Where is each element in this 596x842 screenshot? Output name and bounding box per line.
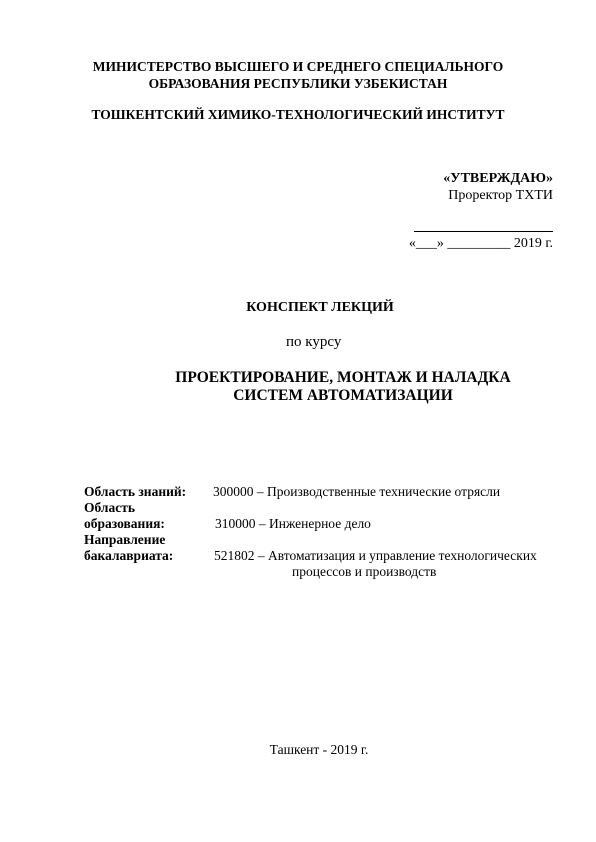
course-prefix: по курсу [286, 334, 342, 350]
course-title-line-1: ПРОЕКТИРОВАНИЕ, МОНТАЖ И НАЛАДКА [175, 369, 511, 386]
city-year: Ташкент - 2019 г. [269, 742, 369, 757]
signature-line [414, 231, 553, 232]
education-area-label-1: Область [84, 500, 136, 515]
education-area-value: 310000 – Инженерное дело [215, 516, 371, 531]
approval-position: Проректор ТХТИ [448, 188, 553, 203]
approval-title: «УТВЕРЖДАЮ» [443, 171, 553, 186]
knowledge-area-value: 300000 – Производственные технические отрясли [213, 484, 501, 499]
knowledge-area-label: Область знаний: [84, 484, 187, 499]
bachelor-direction-label-2: бакалавриата: [84, 548, 174, 563]
ministry-title-line-2: ОБРАЗОВАНИЯ РЕСПУБЛИКИ УЗБЕКИСТАН [148, 76, 448, 91]
approval-date-line: «___» _________ 2019 г. [408, 236, 553, 251]
bachelor-direction-value-2: процессов и производств [292, 564, 437, 579]
ministry-title-line-1: МИНИСТЕРСТВО ВЫСШЕГО И СРЕДНЕГО СПЕЦИАЛЬНОГО [92, 59, 504, 74]
bachelor-direction-value-1: 521802 – Автоматизация и управление технологических [214, 548, 537, 563]
course-title-line-2: СИСТЕМ АВТОМАТИЗАЦИИ [233, 387, 453, 404]
institute-title: ТОШКЕНТСКИЙ ХИМИКО-ТЕХНОЛОГИЧЕСКИЙ ИНСТИТУТ [91, 107, 505, 122]
education-area-label-2: образования: [84, 516, 165, 531]
bachelor-direction-label-1: Направление [84, 532, 166, 547]
lecture-notes-title: КОНСПЕКТ ЛЕКЦИЙ [246, 300, 394, 315]
